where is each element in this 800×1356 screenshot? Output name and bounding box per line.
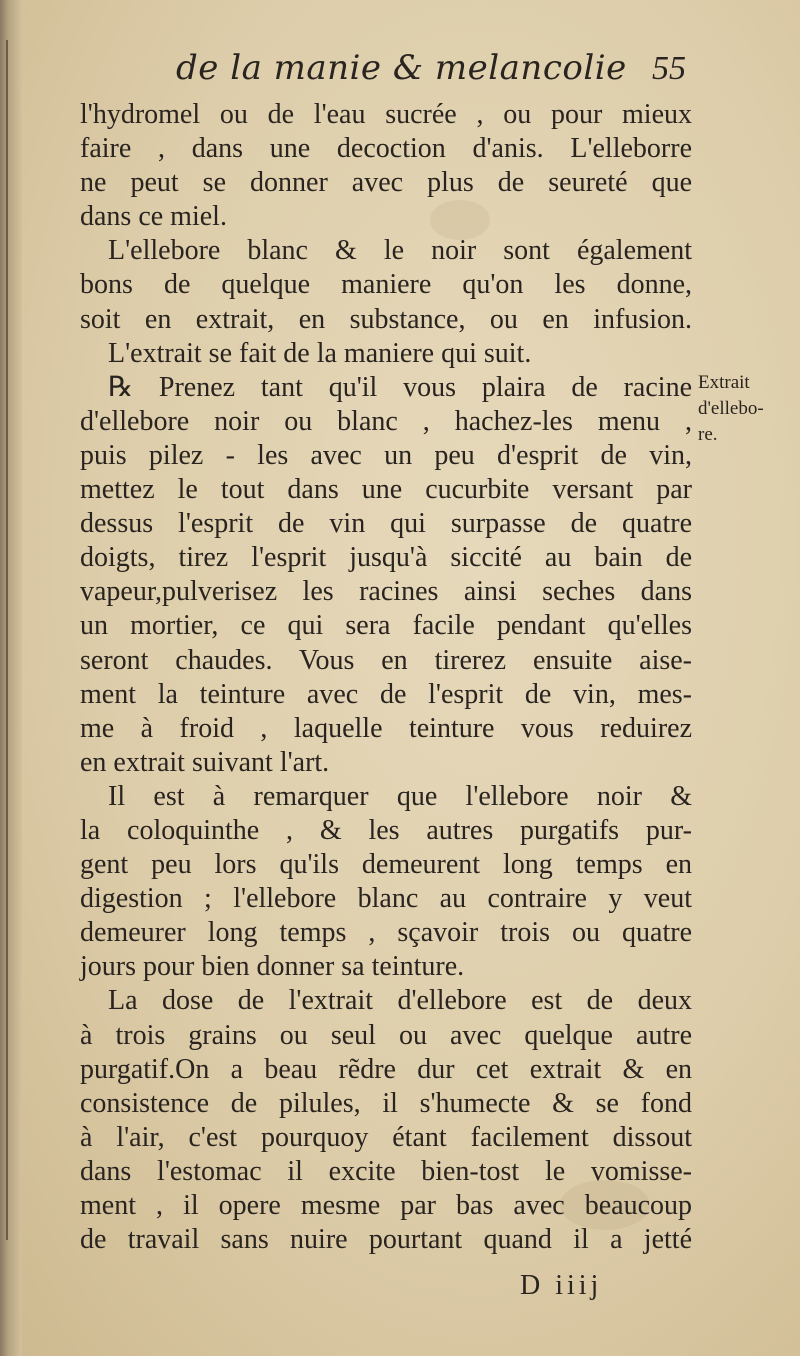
text-line: la coloquinthe , & les autres purgatifs pur- xyxy=(80,814,692,846)
body-text xyxy=(80,98,692,1257)
text-line: gent peu lors qu'ils demeurent long temps en xyxy=(80,849,692,881)
text-line: bons de quelque maniere qu'on les donne, xyxy=(80,269,692,301)
text-line: ℞ Prenez tant qu'il vous plaira de racine xyxy=(108,371,692,403)
text-line: en extrait suivant l'art. xyxy=(80,746,330,778)
text-line: dans ce miel. xyxy=(80,201,227,233)
text-line: à trois grains ou seul ou avec quelque autre xyxy=(80,1019,692,1051)
text-line: digestion ; l'ellebore blanc au contraire y veut xyxy=(80,883,692,915)
text-line: d'ellebore noir ou blanc , hachez-les menu , xyxy=(80,405,692,437)
text-line: doigts, tirez l'esprit jusqu'à siccité au bain de xyxy=(80,542,692,574)
text-line: faire , dans une decoction d'anis. L'elleborre xyxy=(80,133,692,165)
text-line: demeurer long temps , sçavoir trois ou quatre xyxy=(80,917,692,949)
text-line: dans l'estomac il excite bien-tost le vomisse- xyxy=(80,1155,692,1187)
text-line: à l'air, c'est pourquoy étant facilement dissout xyxy=(80,1121,692,1153)
text-line: seront chaudes. Vous en tirerez ensuite aise- xyxy=(80,644,692,676)
running-title: de la manie & melancolie xyxy=(176,48,627,88)
text-line: mettez le tout dans une cucurbite versant par xyxy=(80,474,692,506)
text-line: ment la teinture avec de l'esprit de vin, mes- xyxy=(80,678,692,710)
text-line: l'hydromel ou de l'eau sucrée , ou pour mieux xyxy=(80,99,692,130)
text-line: ne peut se donner avec plus de seureté que xyxy=(80,167,692,199)
text-line: puis pilez - les avec un peu d'esprit de vin, xyxy=(80,439,692,471)
margin-note xyxy=(698,370,798,448)
page-number: 55 xyxy=(652,50,686,87)
text-line: La dose de l'extrait d'ellebore est de deux xyxy=(108,985,692,1017)
page-header xyxy=(80,44,690,94)
binding-line xyxy=(6,40,8,1240)
book-binding-edge xyxy=(0,0,22,1356)
text-line: L'extrait se fait de la maniere qui suit. xyxy=(108,337,532,369)
text-line: purgatif.On a beau rẽdre dur cet extrait & en xyxy=(80,1053,692,1085)
text-line: ment , il opere mesme par bas avec beaucoup xyxy=(80,1190,692,1221)
text-line: me à froid , laquelle teinture vous reduirez xyxy=(80,712,692,744)
text-line: dessus l'esprit de vin qui surpasse de quatre xyxy=(80,508,692,540)
text-line: vapeur,pulverisez les racines ainsi seches dans xyxy=(80,576,692,608)
margin-note-line: Extrait xyxy=(698,372,750,393)
text-line: jours pour bien donner sa teinture. xyxy=(80,951,465,983)
text-line: un mortier, ce qui sera facile pendant qu'elles xyxy=(80,610,692,642)
text-line: soit en extrait, en substance, ou en infusion. xyxy=(80,303,692,335)
signature-mark: D iiij xyxy=(520,1270,603,1301)
text-line: consistence de pilules, il s'humecte & se fond xyxy=(80,1087,692,1119)
text-line: L'ellebore blanc & le noir sont également xyxy=(108,235,692,267)
text-line: de travail sans nuire pourtant quand il a jetté xyxy=(80,1224,692,1256)
margin-note-line: re. xyxy=(698,424,718,445)
text-line: Il est à remarquer que l'ellebore noir & xyxy=(108,780,692,812)
margin-note-line: d'ellebo- xyxy=(698,398,764,419)
